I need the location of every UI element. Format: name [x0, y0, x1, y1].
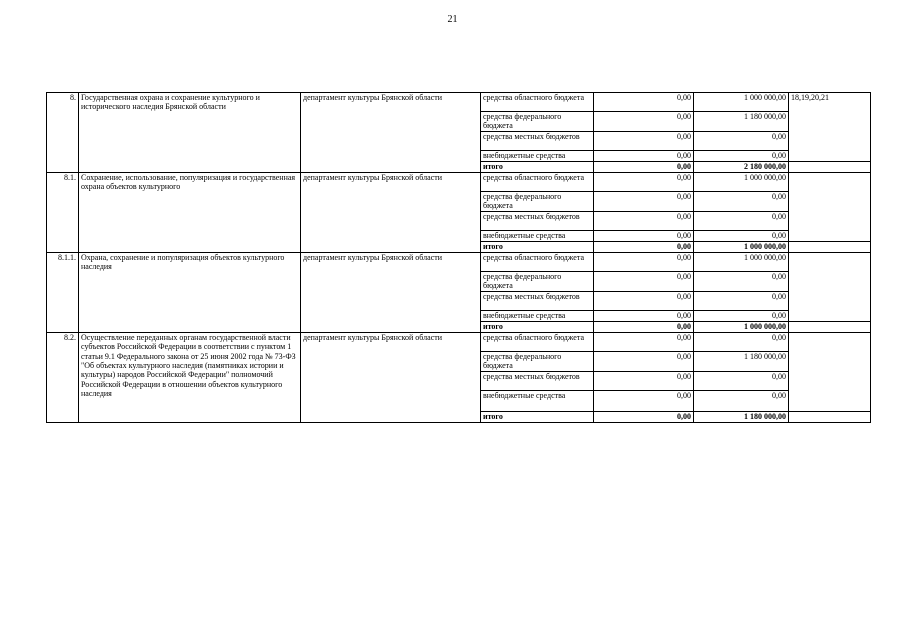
amount-col1: 0,00	[594, 191, 694, 211]
item-number: 8.2.	[47, 332, 79, 422]
item-name: Охрана, сохранение и популяризация объектов культурного наследия	[79, 252, 301, 332]
item-number: 8.	[47, 93, 79, 173]
amount-col2: 1 180 000,00	[694, 351, 789, 371]
amount-col1: 0,00	[594, 291, 694, 310]
amount-col2: 0,00	[694, 230, 789, 241]
funding-source: средства областного бюджета	[481, 93, 594, 112]
table-row	[47, 332, 871, 351]
table-row	[47, 172, 871, 191]
funding-source: внебюджетные средства	[481, 230, 594, 241]
funding-source: средства местных бюджетов	[481, 371, 594, 390]
table-row	[47, 252, 871, 271]
funding-source: средства федерального бюджета	[481, 271, 594, 291]
amount-col1: 0,00	[594, 93, 694, 112]
amount-col1: 0,00	[594, 371, 694, 390]
amount-col2: 0,00	[694, 271, 789, 291]
funding-source: средства федерального бюджета	[481, 191, 594, 211]
amount-col2: 1 180 000,00	[694, 112, 789, 132]
item-executor: департамент культуры Брянской области	[301, 332, 481, 422]
amount-col1: 0,00	[594, 351, 694, 371]
item-name: Сохранение, использование, популяризация и государственная охрана объектов культурного	[79, 172, 301, 252]
amount-col2: 1 180 000,00	[694, 411, 789, 422]
item-executor: департамент культуры Брянской области	[301, 93, 481, 173]
amount-col2: 0,00	[694, 390, 789, 411]
amount-col1: 0,00	[594, 252, 694, 271]
amount-col1: 0,00	[594, 131, 694, 150]
funding-source: итого	[481, 161, 594, 172]
item-name: Государственная охрана и сохранение культурного и исторического наследия Брянской области	[79, 93, 301, 173]
funding-source: средства федерального бюджета	[481, 351, 594, 371]
item-executor: департамент культуры Брянской области	[301, 252, 481, 332]
amount-col2: 0,00	[694, 131, 789, 150]
amount-col2: 1 000 000,00	[694, 252, 789, 271]
funding-source: внебюджетные средства	[481, 390, 594, 411]
budget-table-body	[47, 93, 871, 423]
amount-col2: 1 000 000,00	[694, 172, 789, 191]
page-number: 21	[447, 14, 458, 25]
amount-col2: 0,00	[694, 211, 789, 230]
amount-col2: 0,00	[694, 371, 789, 390]
funding-source: итого	[481, 321, 594, 332]
table-row	[47, 93, 871, 112]
item-name: Осуществление переданных органам государственной власти субъектов Российской Федерации в соответствии с пунктом 1 статьи 9.1 Федерального закона от 25 июня 2002 года № 73-ФЗ "Об объектах культурного наследия (памятниках истории и культуры) народов Российской Федерации" полномочий Российской Федерации в отношении объектов культурного наследия	[79, 332, 301, 422]
item-note	[789, 172, 871, 241]
amount-col2: 2 180 000,00	[694, 161, 789, 172]
amount-col1: 0,00	[594, 230, 694, 241]
item-number: 8.1.1.	[47, 252, 79, 332]
funding-source: внебюджетные средства	[481, 150, 594, 161]
note-total-cell	[789, 241, 871, 252]
funding-source: внебюджетные средства	[481, 310, 594, 321]
budget-table	[46, 92, 871, 423]
item-number: 8.1.	[47, 172, 79, 252]
amount-col2: 1 000 000,00	[694, 321, 789, 332]
amount-col2: 0,00	[694, 291, 789, 310]
item-executor: департамент культуры Брянской области	[301, 172, 481, 252]
amount-col1: 0,00	[594, 411, 694, 422]
amount-col2: 1 000 000,00	[694, 93, 789, 112]
amount-col1: 0,00	[594, 241, 694, 252]
item-note: 18,19,20,21	[789, 93, 871, 162]
amount-col2: 0,00	[694, 310, 789, 321]
amount-col2: 0,00	[694, 150, 789, 161]
funding-source: средства местных бюджетов	[481, 211, 594, 230]
item-note	[789, 332, 871, 411]
amount-col1: 0,00	[594, 161, 694, 172]
funding-source: средства местных бюджетов	[481, 131, 594, 150]
funding-source: средства областного бюджета	[481, 172, 594, 191]
amount-col2: 0,00	[694, 332, 789, 351]
funding-source: средства областного бюджета	[481, 332, 594, 351]
amount-col1: 0,00	[594, 172, 694, 191]
amount-col1: 0,00	[594, 112, 694, 132]
note-total-cell	[789, 411, 871, 422]
note-total-cell	[789, 321, 871, 332]
note-total-cell	[789, 161, 871, 172]
amount-col1: 0,00	[594, 332, 694, 351]
funding-source: средства областного бюджета	[481, 252, 594, 271]
amount-col1: 0,00	[594, 211, 694, 230]
amount-col1: 0,00	[594, 390, 694, 411]
amount-col1: 0,00	[594, 150, 694, 161]
amount-col1: 0,00	[594, 321, 694, 332]
funding-source: средства федерального бюджета	[481, 112, 594, 132]
funding-source: средства местных бюджетов	[481, 291, 594, 310]
amount-col2: 0,00	[694, 191, 789, 211]
amount-col1: 0,00	[594, 271, 694, 291]
item-note	[789, 252, 871, 321]
amount-col1: 0,00	[594, 310, 694, 321]
funding-source: итого	[481, 411, 594, 422]
funding-source: итого	[481, 241, 594, 252]
amount-col2: 1 000 000,00	[694, 241, 789, 252]
